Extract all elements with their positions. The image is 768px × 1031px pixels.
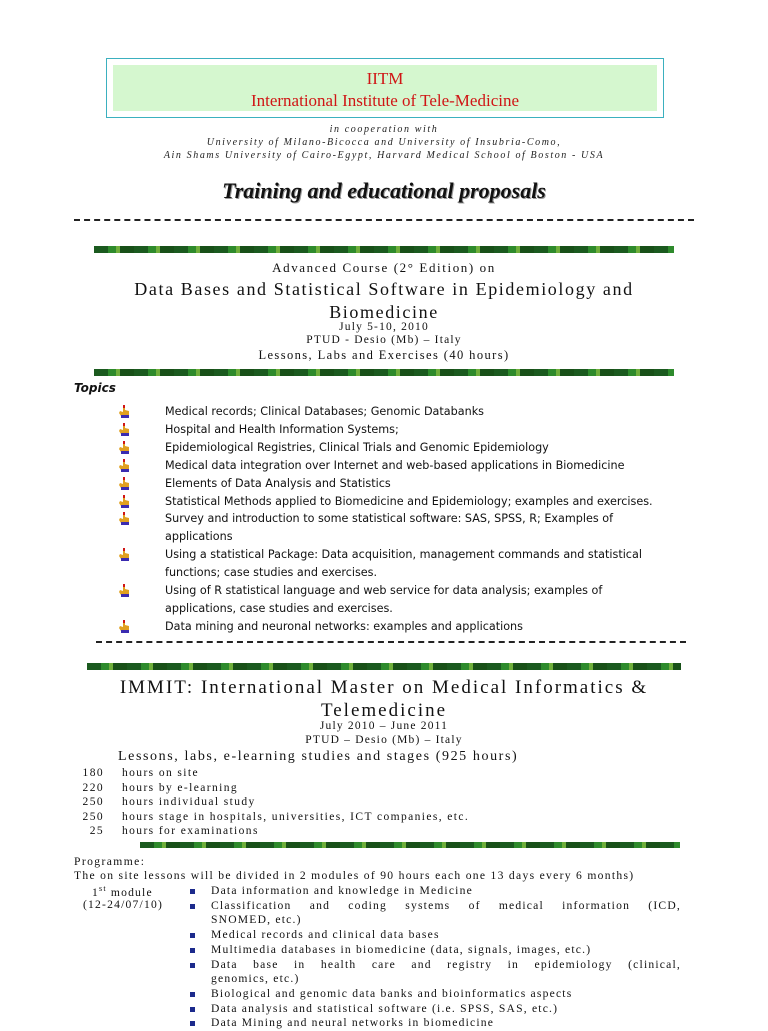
pointing-hand-icon <box>118 477 130 490</box>
green-band-3 <box>87 663 681 670</box>
topic-text <box>165 457 685 475</box>
pointing-hand-icon <box>118 459 130 472</box>
institute-header-fill <box>113 65 657 111</box>
topic-line-1: Hospital and Health Information Systems; <box>165 423 399 436</box>
hours-count: 250 <box>82 810 104 823</box>
hours-count: 25 <box>89 825 104 838</box>
programme-item-line-1: Multimedia databases in biomedicine (data, signals, images, etc.) <box>211 942 592 956</box>
pointing-hand-icon <box>118 548 130 561</box>
topic-text <box>165 618 685 636</box>
topic-line-1: Medical records; Clinical Databases; Genomic Databanks <box>165 405 485 418</box>
topic-line-1: Using of R statistical language and web service for data analysis; examples of <box>165 584 603 597</box>
green-band-1 <box>94 246 674 253</box>
square-bullet-icon <box>190 992 195 997</box>
pointing-hand-icon <box>118 620 130 633</box>
module-ordinal: st <box>99 884 107 893</box>
master-dates: July 2010 – June 2011 <box>319 720 449 732</box>
topic-text <box>165 475 685 493</box>
topic-text <box>165 439 685 457</box>
programme-label: Programme: <box>74 855 146 868</box>
programme-item-line-1: Data Mining and neural networks in biomedicine <box>211 1016 495 1030</box>
course-dates: July 5-10, 2010 <box>339 321 429 333</box>
topic-line-2: applications, case studies and exercises. <box>165 602 393 615</box>
programme-item-text <box>211 1002 681 1017</box>
topic-text <box>165 421 685 439</box>
pointing-hand-icon <box>118 441 130 454</box>
pointing-hand-icon <box>118 423 130 436</box>
topic-line-1: Elements of Data Analysis and Statistics <box>165 477 391 490</box>
hours-description: hours individual study <box>122 796 256 809</box>
topic-text <box>165 546 685 582</box>
institute-acronym: IITM <box>366 69 404 88</box>
programme-item-line-1: Data analysis and statistical software (i.e. SPSS, SAS, etc.) <box>211 1001 559 1015</box>
square-bullet-icon <box>190 889 195 894</box>
square-bullet-icon <box>190 948 195 953</box>
square-bullet-icon <box>190 933 195 938</box>
hours-description: hours by e-learning <box>122 781 239 794</box>
pointing-hand-icon <box>118 495 130 508</box>
topic-text <box>165 493 685 511</box>
master-location: PTUD – Desio (Mb) – Italy <box>305 734 463 746</box>
hours-count: 180 <box>82 767 104 779</box>
master-title-line-1: IMMIT: International Master on Medical Informatics & <box>119 677 649 698</box>
programme-item-text <box>211 884 681 899</box>
topic-line-1: Statistical Methods applied to Biomedicine and Epidemiology; examples and exercises. <box>165 495 653 508</box>
course-hours: Lessons, Labs and Exercises (40 hours) <box>258 348 510 362</box>
course-location: PTUD - Desio (Mb) – Italy <box>306 334 462 346</box>
pointing-hand-icon <box>118 405 130 418</box>
programme-item-text <box>211 899 681 928</box>
programme-item-line-1: Data information and knowledge in Medicine <box>211 884 473 897</box>
course-title-line-2: Biomedicine <box>329 302 439 322</box>
divider-dashed-1 <box>74 219 694 221</box>
master-title-line-2: Telemedicine <box>320 700 448 721</box>
square-bullet-icon <box>190 1007 195 1012</box>
programme-item-text <box>211 943 681 958</box>
programme-item-line-1: Medical records and clinical data bases <box>211 928 440 942</box>
hours-row <box>78 795 256 810</box>
module-label <box>92 884 153 899</box>
hours-description: hours on site <box>122 767 199 779</box>
topic-line-1: Survey and introduction to some statistical software: SAS, SPSS, R; Examples of <box>165 512 614 525</box>
topic-line-1: Data mining and neuronal networks: examples and applications <box>165 620 523 633</box>
hours-row <box>78 766 199 781</box>
hours-row <box>78 810 470 825</box>
topics-heading: Topics <box>74 381 116 395</box>
cooperation-line-1: University of Milano-Bicocca and University of Insubria-Como, <box>206 137 562 148</box>
topic-line-1: Epidemiological Registries, Clinical Trials and Genomic Epidemiology <box>165 441 549 454</box>
page-title: Training and educational proposals <box>222 178 546 203</box>
course-title-line-1: Data Bases and Statistical Software in Epidemiology and <box>134 279 634 299</box>
module-word: module <box>106 885 153 899</box>
topic-text <box>165 582 685 618</box>
programme-intro: The on site lessons will be divided in 2 modules of 90 hours each one 13 days every 6 months) <box>74 869 635 882</box>
programme-item-line-2: genomics, etc.) <box>211 972 300 985</box>
module-number: 1 <box>92 885 99 899</box>
programme-item-line-2: SNOMED, etc.) <box>211 913 302 927</box>
institute-name: International Institute of Tele-Medicine <box>250 91 520 110</box>
topic-line-2: applications <box>165 530 233 543</box>
topic-line-2: functions; case studies and exercises. <box>165 566 378 579</box>
programme-item-line-1: Biological and genomic data banks and bioinformatics aspects <box>211 986 573 1000</box>
master-summary: Lessons, labs, e-learning studies and stages (925 hours) <box>118 749 519 764</box>
module-dates: (12-24/07/10) <box>83 898 163 911</box>
hours-description: hours for examinations <box>122 825 259 838</box>
square-bullet-icon <box>190 904 195 909</box>
programme-item-text <box>211 928 681 943</box>
cooperation-label: in cooperation with <box>329 124 439 135</box>
square-bullet-icon <box>190 963 195 968</box>
topic-line-1: Medical data integration over Internet and web-based applications in Biomedicine <box>165 459 625 472</box>
programme-item-text <box>211 987 681 1002</box>
course-edition: Advanced Course (2° Edition) on <box>272 260 496 275</box>
programme-item-text <box>211 958 681 987</box>
cooperation-line-2: Ain Shams University of Cairo-Egypt, Harvard Medical School of Boston - USA <box>163 150 605 161</box>
hours-description: hours stage in hospitals, universities, ICT companies, etc. <box>122 810 470 823</box>
hours-count: 220 <box>82 781 104 794</box>
programme-item-line-1: Data base in health care and registry in epidemiology (clinical, <box>211 957 681 971</box>
green-band-4 <box>140 842 680 848</box>
pointing-hand-icon <box>118 584 130 597</box>
hours-count: 250 <box>82 796 104 809</box>
hours-row <box>78 824 259 839</box>
topic-line-1: Using a statistical Package: Data acquisition, management commands and statistical <box>165 548 642 561</box>
programme-item-line-1: Classification and coding systems of medical information (ICD, <box>211 898 681 912</box>
institute-header-box <box>106 58 664 118</box>
topic-text <box>165 403 685 421</box>
topic-text <box>165 510 685 546</box>
hours-row <box>78 781 239 796</box>
green-band-2 <box>94 369 674 376</box>
pointing-hand-icon <box>118 512 130 525</box>
divider-dashed-2 <box>96 641 686 643</box>
